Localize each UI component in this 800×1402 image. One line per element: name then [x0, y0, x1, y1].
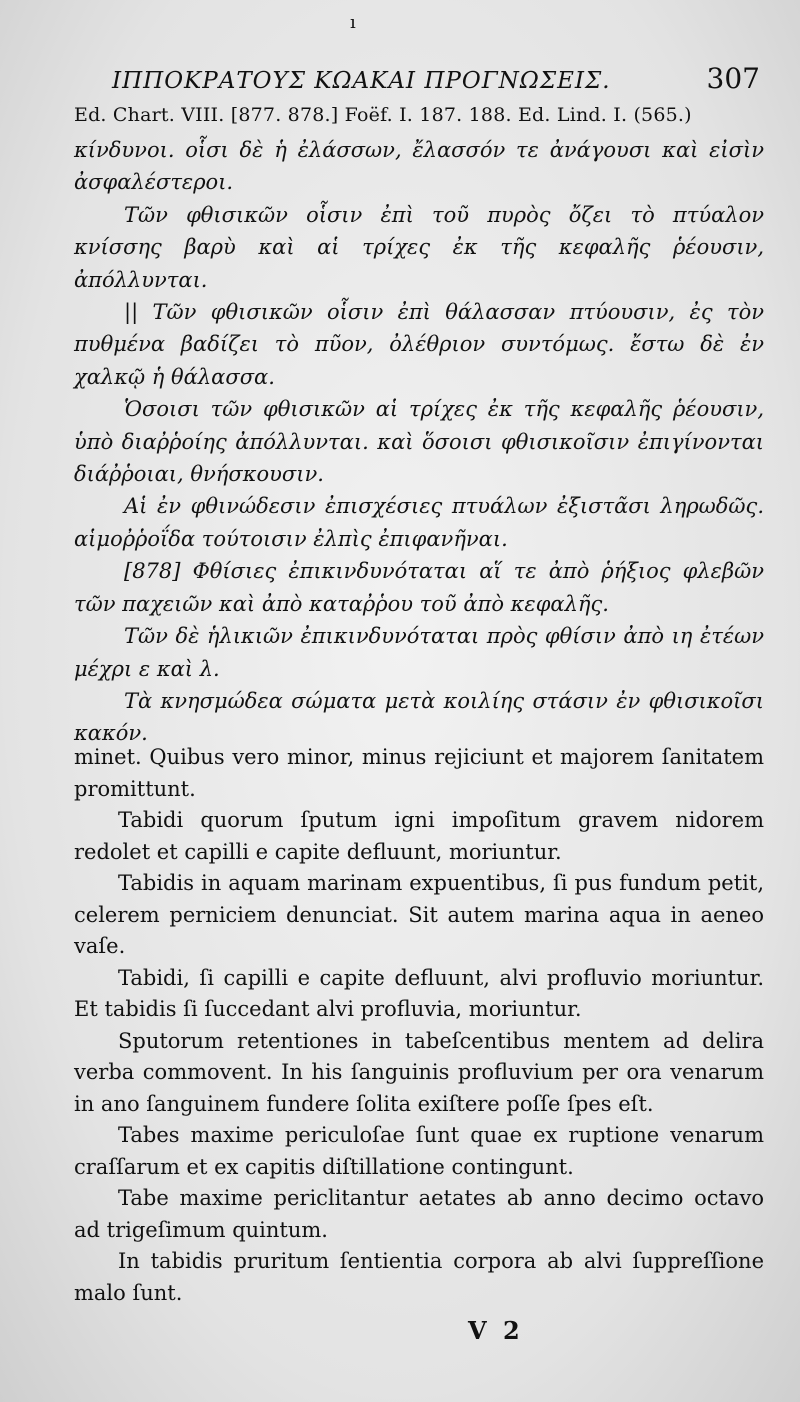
greek-paragraph: || Τῶν φθισικῶν οἷσιν ἐπὶ θάλασσαν πτύουσιν, ἐς τὸν πυθμένα βαδίζει τὸ πῦον, ὀλέθριον συντόμως. ἔστω δὲ ἐν χαλκῷ ἡ θάλασσα.	[74, 300, 764, 389]
greek-paragraph: Τῶν δὲ ἡλικιῶν ἐπικινδυνόταται πρὸς φθίσιν ἀπὸ ιη ἐτέων μέχρι ε καὶ λ.	[74, 624, 764, 681]
edition-reference-line: Ed. Chart. VIII. [877. 878.] Foëf. I. 187. 188. Ed. Lind. I. (565.)	[74, 104, 692, 126]
latin-paragraph: minet. Quibus vero minor, minus rejiciunt et majorem ſanitatem promittunt.	[74, 745, 764, 801]
greek-paragraph: Τῶν φθισικῶν οἷσιν ἐπὶ τοῦ πυρὸς ὄζει τὸ πτύαλον κνίσσης βαρὺ καὶ αἱ τρίχες ἐκ τῆς κεφαλῆς ῥέουσιν, ἀπόλλυνται.	[74, 202, 764, 292]
latin-paragraph: Tabidi, ſi capilli e capite defluunt, alvi profluvio moriuntur. Et tabidis ſi ſuccedant alvi profluvia, moriuntur.	[74, 965, 764, 1021]
signature-mark: V 2	[468, 1316, 524, 1345]
greek-paragraph: Ὁσοισι τῶν φθισικῶν αἱ τρίχες ἐκ τῆς κεφαλῆς ῥέουσιν, ὑπὸ διαῤῥοίης ἀπόλλυνται. καὶ ὅσοισι φθισικοῖσιν ἐπιγίνονται διάῤῥοιαι, θνήσκουσιν.	[74, 397, 764, 487]
latin-paragraph: Tabidi quorum ſputum igni impoſitum gravem nidorem redolet et capilli e capite defluunt, moriuntur.	[74, 808, 764, 864]
latin-paragraph: Tabidis in aquam marinam expuentibus, ſi pus fundum petit, celerem perniciem denunciat. Sit autem marina aqua in aeneo vaſe.	[74, 871, 764, 958]
running-title: ΙΠΠΟΚΡΑΤΟΥΣ ΚΩΑΚΑΙ ΠΡΟΓΝΩΣΕΙΣ.	[112, 68, 611, 94]
latin-paragraph: Tabe maxime periclitantur aetates ab anno decimo octavo ad trigeſimum quintum.	[74, 1186, 764, 1242]
latin-paragraph: Sputorum retentiones in tabeſcentibus mentem ad delira verba commovent. In his ſanguinis profluvium per ora venarum in ano ſanguinem fundere ſolita exiſtere poſſe ſpes eſt.	[74, 1028, 764, 1116]
page-number: 307	[706, 62, 760, 95]
greek-paragraph: Τὰ κνησμώδεα σώματα μετὰ κοιλίης στάσιν ἐν φθισικοῖσι κακόν.	[74, 688, 764, 746]
latin-paragraph: In tabidis pruritum ſentientia corpora ab alvi ſuppreſſione malo ſunt.	[74, 1249, 764, 1305]
greek-paragraph: κίνδυνοι. οἷσι δὲ ἡ ἐλάσσων, ἔλασσόν τε ἀνάγουσι καὶ εἰσὶν ἀσφαλέστεροι.	[74, 138, 764, 195]
latin-text-block	[74, 742, 764, 1309]
greek-text-block	[74, 134, 764, 750]
greek-paragraph: [878] Φθίσιες ἐπικινδυνόταται αἵ τε ἀπὸ ῥήξιος φλεβῶν τῶν παχειῶν καὶ ἀπὸ καταῤῥου τοῦ ἀπὸ κεφαλῆς.	[74, 559, 764, 616]
latin-paragraph: Tabes maxime periculoſae ſunt quae ex ruptione venarum craſſarum et ex capitis diſtillatione contingunt.	[74, 1123, 764, 1179]
greek-paragraph: Αἱ ἐν φθινώδεσιν ἐπισχέσιες πτυάλων ἐξιστᾶσι ληρωδῶς. αἱμοῤῥοΐδα τούτοισιν ἐλπὶς ἐπιφανῆναι.	[74, 494, 764, 551]
top-mark: ı	[350, 12, 356, 33]
page-header	[112, 62, 760, 95]
